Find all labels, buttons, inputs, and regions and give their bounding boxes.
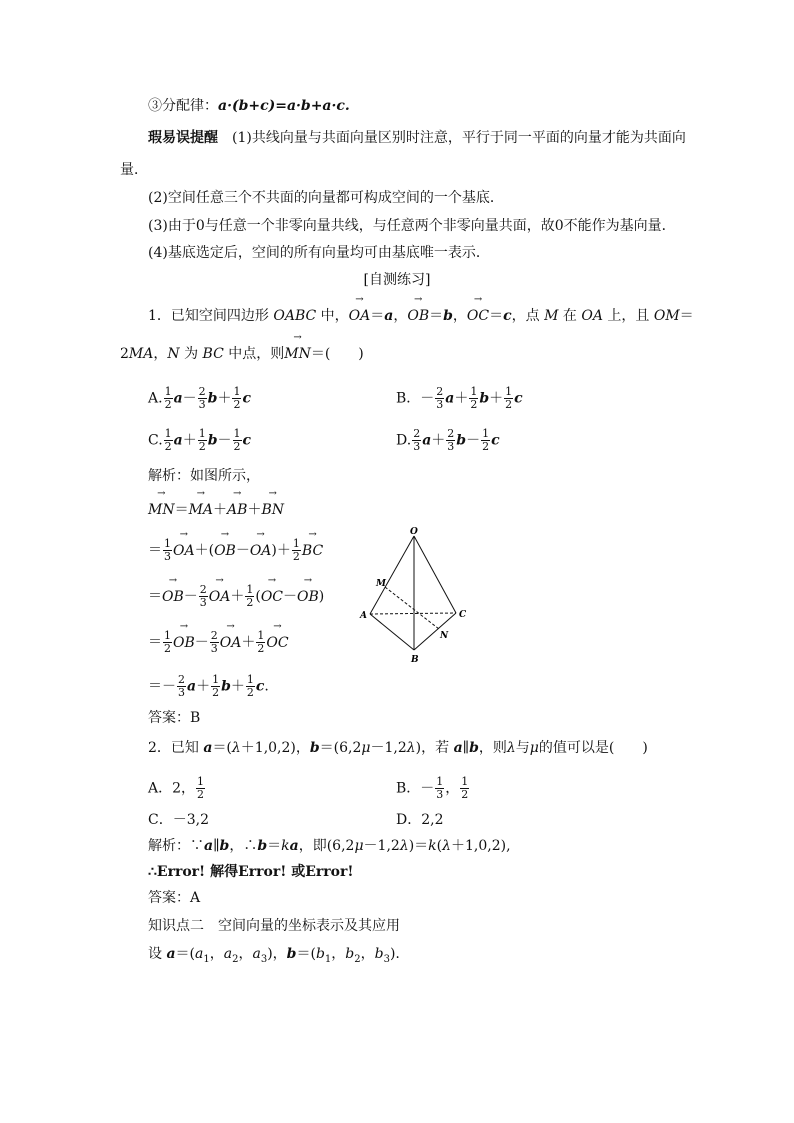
q2-stem: 2．已知 a＝(λ＋1,0,2)，b＝(6,2μ－1,2λ)，若 a∥b，则λ与μ的值可以是( ) [148, 740, 648, 756]
label-c: C [459, 610, 467, 620]
coordinate-definition: 设 $a=(a_1$，$a_2$，$a_3$)，$b=(b_1$，$b_2$，$b_3$). [148, 946, 400, 965]
item-4: (4)基底选定后，空间的所有向量均可由基底唯一表示． [148, 245, 490, 261]
q2-answer: 答案：A [148, 890, 201, 906]
q1-step-5: ＝－ $\frac{2}{3}$ a＋ $\frac{1}{2}$ b＋ $\frac{1}{2}$ c. [148, 673, 269, 699]
q1-step-2: ＝ $\frac{1}{3}$ → OA＋(→ OB－→ OA)＋ $\frac{1}{2}$ → BC [148, 538, 323, 563]
q2-option-c: C．－3,2 [148, 812, 209, 828]
q2-option-d: D．2,2 [396, 812, 444, 828]
q1-option-c: C. $\frac{1}{2}$ a＋ $\frac{1}{2}$ b－ $\frac{1}{2}$ c [148, 427, 252, 453]
distributive-law: ③分配律：a·(b+c)=a·b+a·c. [148, 98, 350, 114]
label-b: B [411, 655, 419, 665]
q2-option-a: A．2， $\frac{1}{2}$ [148, 775, 205, 801]
q1-step-3: ＝→ OB－ $\frac{2}{3}$ → OA＋ $\frac{1}{2}$ (→ OC－→ OB) [148, 584, 324, 609]
item-2: (2)空间任意三个不共面的向量都可构成空间的一个基底． [148, 190, 504, 206]
tip-continuation: 量． [120, 162, 148, 178]
label-n: N [440, 631, 449, 641]
q1-answer: 答案：B [148, 710, 201, 726]
q2-error-line: ∴Error! 解得Error! 或Error! [148, 864, 354, 880]
item-3: (3)由于0与任意一个非零向量共线，与任意两个非零向量共面，故0不能作为基向量． [148, 218, 676, 234]
label-a: A [360, 611, 367, 621]
q1-option-b: B．－ $\frac{2}{3}$ a＋ $\frac{1}{2}$ b＋ $\frac{1}{2}$ c [396, 385, 523, 411]
q2-analysis: 解析：∵a∥b，∴b＝ka，即(6,2μ－1,2λ)＝k(λ＋1,0,2), [148, 838, 511, 854]
q1-stem-line1: 1．已知空间四边形 OABC 中，→ OA＝a，→ OB＝b，→ OC＝c，点 M 在 OA 上，且 OM＝ [148, 306, 694, 326]
q1-analysis-label: 解析：如图所示， [148, 468, 260, 484]
tip-line: 瑕易误提醒 (1)共线向量与共面向量区别时注意，平行于同一平面的向量才能为共面向 [148, 130, 686, 146]
tetrahedron-figure [352, 526, 472, 666]
q1-option-d: D. $\frac{2}{3}$ a＋ $\frac{2}{3}$ b－ $\frac{1}{2}$ c [396, 427, 500, 453]
section-title: [自测练习] [363, 272, 431, 288]
q1-step-4: ＝ $\frac{1}{2}$ → OB－ $\frac{2}{3}$ → OA＋ $\frac{1}{2}$ → OC [148, 630, 289, 655]
q2-option-b: B．－ $\frac{1}{3}$ ， $\frac{1}{2}$ [396, 775, 469, 801]
q1-option-a: A. $\frac{1}{2}$ a－ $\frac{2}{3}$ b＋ $\frac{1}{2}$ c [148, 385, 251, 411]
knowledge-point-2: 知识点二 空间向量的坐标表示及其应用 [148, 918, 400, 934]
q1-step-1: → MN＝→ MA＋→ AB＋→ BN [148, 500, 284, 520]
label-o: O [410, 527, 418, 537]
q1-stem-line2: 2MA，N 为 BC 中点，则→ MN＝( ) [120, 344, 364, 364]
label-m: M [376, 579, 386, 589]
